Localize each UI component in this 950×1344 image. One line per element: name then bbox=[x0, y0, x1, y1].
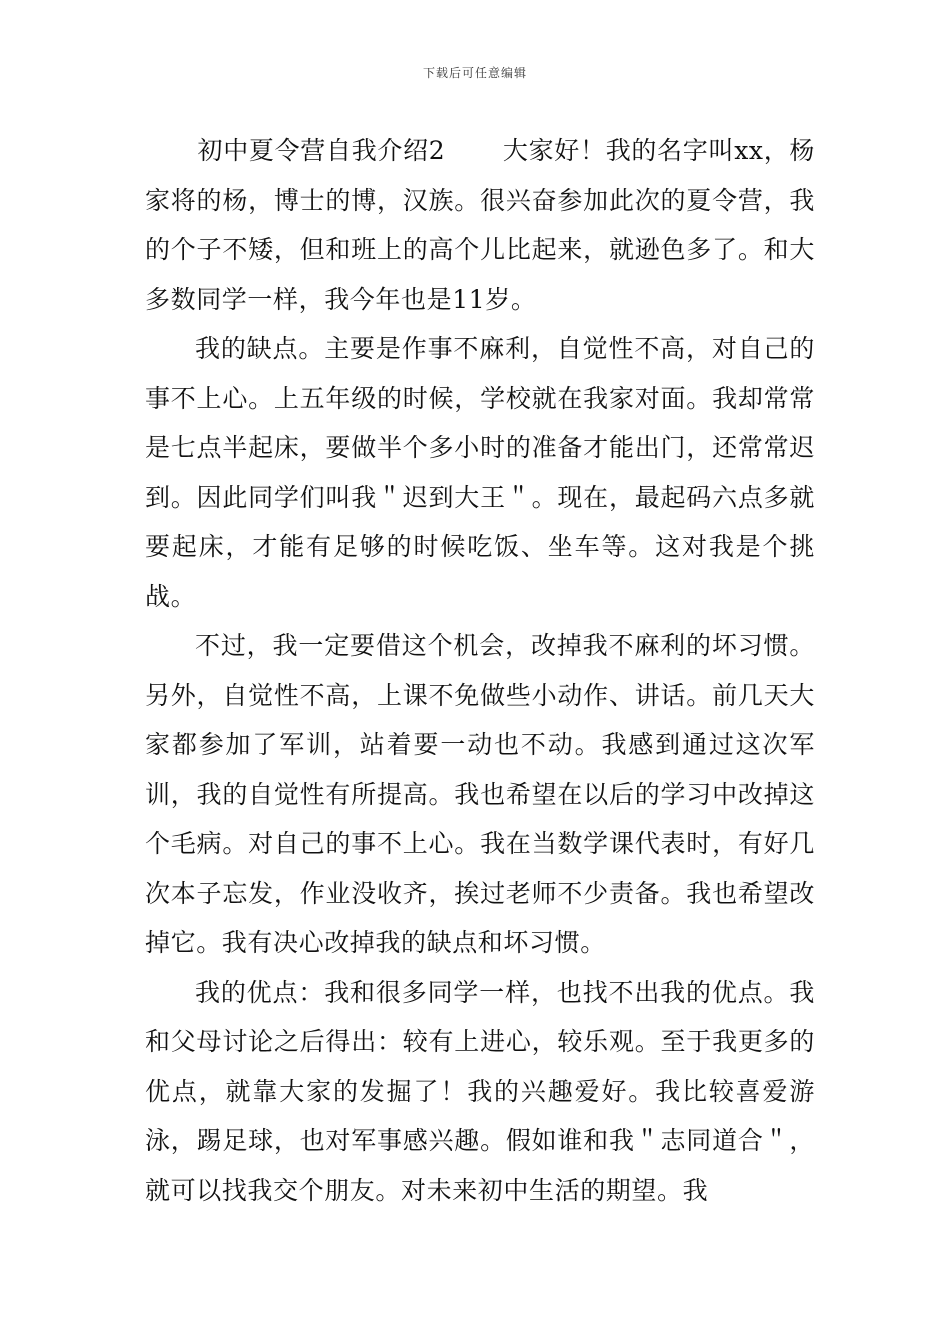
document-body bbox=[145, 126, 815, 1215]
paragraph-3: 不过，我一定要借这个机会，改掉我不麻利的坏习惯。另外，自觉性不高，上课不免做些小动作、讲话。前几天大家都参加了军训，站着要一动也不动。我感到通过这次军训，我的自觉性有所提高。我也希望在以后的学习中改掉这个毛病。对自己的事不上心。我在当数学课代表时，有好几次本子忘发，作业没收齐，挨过老师不少责备。我也希望改掉它。我有决心改掉我的缺点和坏习惯。 bbox=[145, 631, 815, 957]
paragraph-1-text: 大家好！我的名字叫xx，杨家将的杨，博士的博，汉族。很兴奋参加此次的夏令营，我的个子不矮，但和班上的高个儿比起来，就逊色多了。和大多数同学一样，我今年也是11岁。 bbox=[145, 136, 815, 314]
document-title: 初中夏令营自我介绍2 bbox=[197, 136, 446, 165]
page-header-note: 下载后可任意编辑 bbox=[422, 66, 527, 80]
paragraph-1 bbox=[145, 126, 815, 324]
paragraph-4: 我的优点：我和很多同学一样，也找不出我的优点。我和父母讨论之后得出：较有上进心，较乐观。至于我更多的优点，就靠大家的发掘了！我的兴趣爱好。我比较喜爱游泳，踢足球，也对军事感兴趣。假如谁和我＂志同道合＂，就可以找我交个朋友。对未来初中生活的期望。我 bbox=[145, 977, 815, 1205]
paragraph-2: 我的缺点。主要是作事不麻利，自觉性不高，对自己的事不上心。上五年级的时候，学校就在我家对面。我却常常是七点半起床，要做半个多小时的准备才能出门，还常常迟到。因此同学们叫我＂迟到大王＂。现在，最起码六点多就要起床，才能有足够的时候吃饭、坐车等。这对我是个挑战。 bbox=[145, 334, 815, 611]
